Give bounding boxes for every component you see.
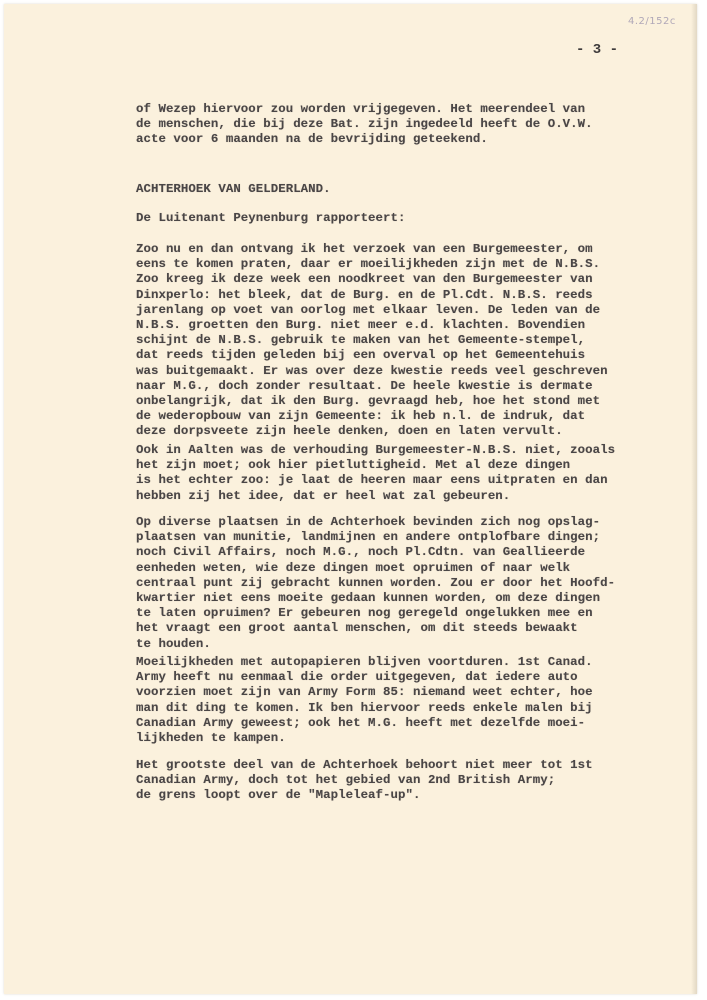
page-edge-shadow bbox=[691, 4, 697, 994]
document-page bbox=[4, 4, 697, 994]
paragraph-army-area: Het grootste deel van de Achterhoek behoort niet meer tot 1st Canadian Army, doch tot het gebied van 2nd British Army; de grens loopt over de "Mapleleaf-up". bbox=[136, 758, 593, 803]
paragraph-munitions: Op diverse plaatsen in de Achterhoek bevinden zich nog opslag- plaatsen van munitie, landmijnen en andere ontplofbare dingen; noch Civil Affairs, noch M.G., noch Pl.Cdtn. van Geallieerde eenheden weten, wie deze dingen moet opruimen of naar welk centraal punt zij gebracht kunnen worden. Zou er door het Hoofd- kwartier niet eens moeite gedaan kunnen worden, om deze dingen te laten opruimen? Er gebeuren nog geregeld ongelukken mee en het vraagt een groot aantal menschen, om dit steeds bewaakt te houden. bbox=[136, 515, 616, 651]
section-heading: ACHTERHOEK VAN GELDERLAND. bbox=[136, 182, 331, 196]
report-intro: De Luitenant Peynenburg rapporteert: bbox=[136, 211, 406, 225]
paragraph-car-papers: Moeilijkheden met autopapieren blijven voortduren. 1st Canad. Army heeft nu eenmaal die order uitgegeven, dat iedere auto voorzien moet zijn van Army Form 85: niemand weet echter, hoe man dit ding te komen. Ik ben hiervoor reeds enkele malen bij Canadian Army geweest; ook het M.G. heeft met dezelfde moei- lijkheden te kampen. bbox=[136, 655, 593, 746]
paragraph-dinxperlo: Zoo nu en dan ontvang ik het verzoek van een Burgemeester, om eens te komen praten, daar er moeilijkheden zijn met de N.B.S. Zoo kreeg ik deze week een noodkreet van den Burgemeester van Dinxperlo: het bleek, dat de Burg. en de Pl.Cdt. N.B.S. reeds jarenlang op voet van oorlog met elkaar leven. De leden van de N.B.S. groetten den Burg. niet meer e.d. klachten. Bovendien schijnt de N.B.S. gebruik te maken van het Gemeente-stempel, dat reeds tijden geleden bij een overval op het Gemeentehuis was buitgemaakt. Er was over deze kwestie reeds veel geschreven naar M.G., doch zonder resultaat. De heele kwestie is dermate onbelangrijk, dat ik den Burg. gevraagd heb, hoe het stond met de wederopbouw van zijn Gemeente: ik heb n.l. de indruk, dat deze dorpsveete zijn heele denken, doen en laten vervult. bbox=[136, 242, 608, 439]
archive-reference-note: 4.2/152c bbox=[628, 16, 676, 27]
page-number: - 3 - bbox=[576, 42, 619, 58]
paragraph-aalten: Ook in Aalten was de verhouding Burgemeester-N.B.S. niet, zooals het zijn moet; ook hier pietluttigheid. Met al deze dingen is het echter zoo: je laat de heeren maar eens uitpraten en dan hebben zij het idee, dat er heel wat zal gebeuren. bbox=[136, 443, 616, 503]
paragraph-wezep: of Wezep hiervoor zou worden vrijgegeven. Het meerendeel van de menschen, die bij deze Bat. zijn ingedeeld heeft de O.V.W. acte voor 6 maanden na de bevrijding geteekend. bbox=[136, 102, 593, 147]
